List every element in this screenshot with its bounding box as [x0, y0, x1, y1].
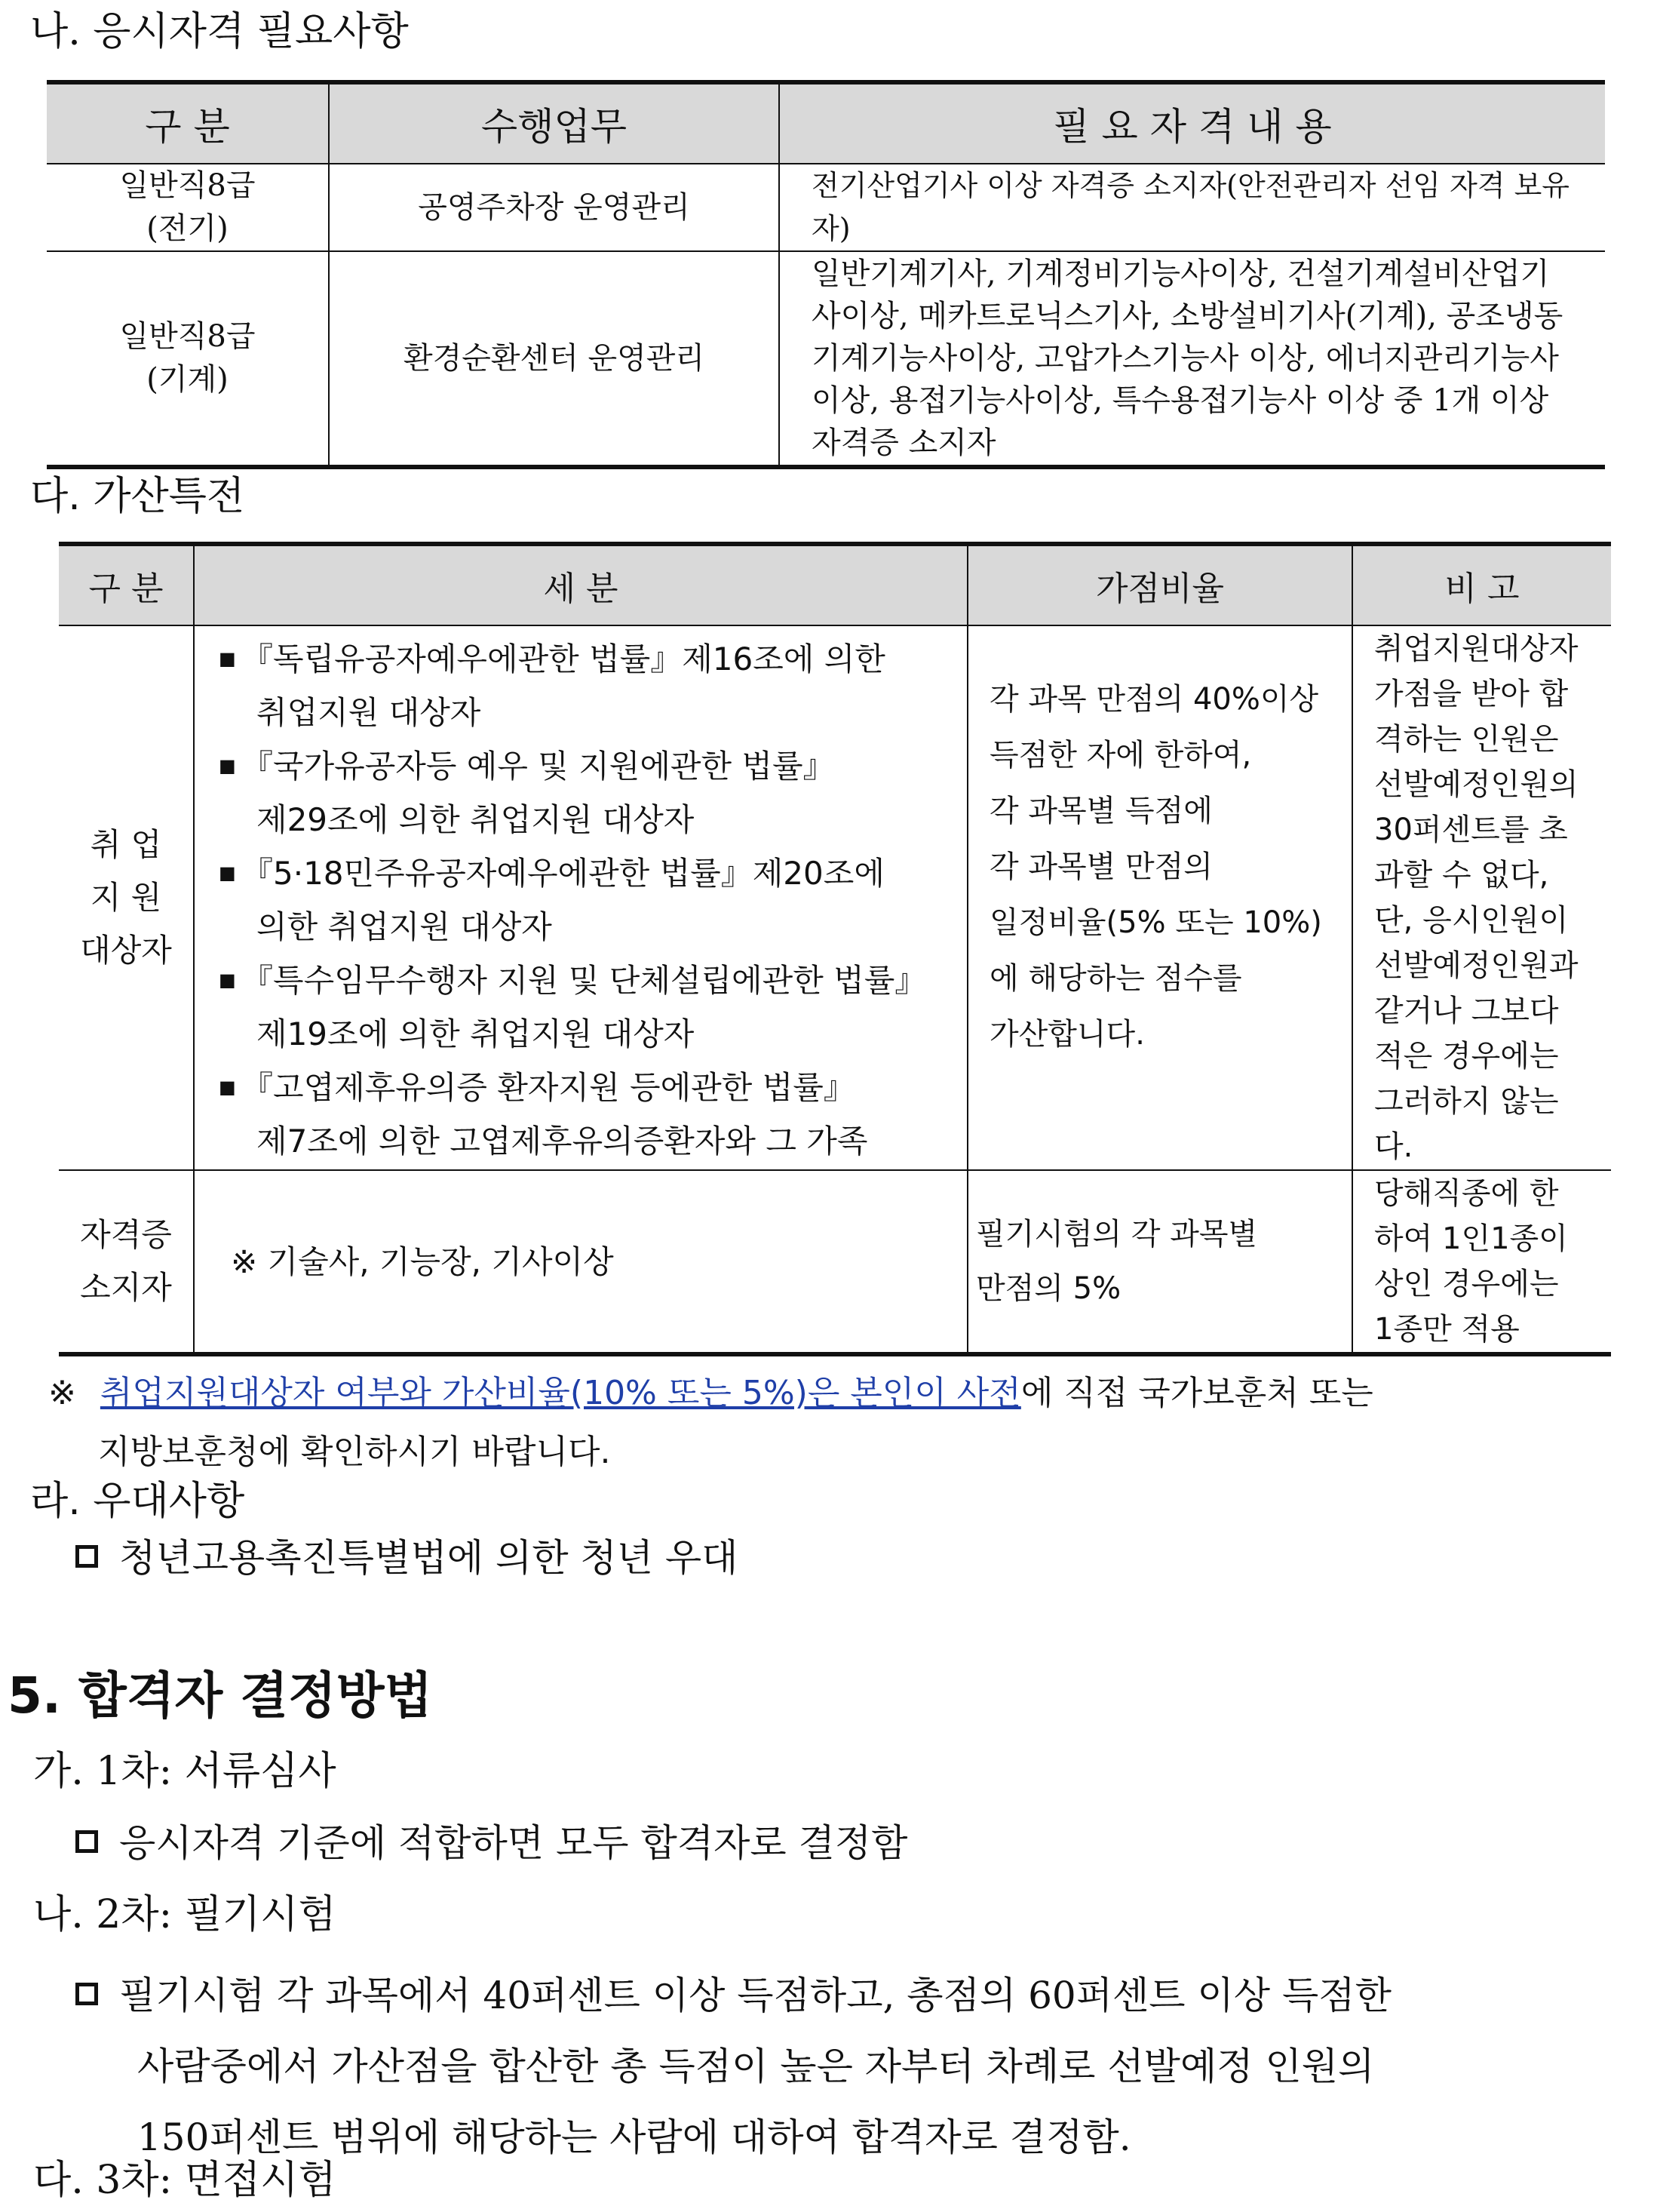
checkbox-icon — [75, 1830, 98, 1853]
note-mark: ※ — [48, 1374, 76, 1412]
rate-line: 에 해당하는 점수를 — [990, 961, 1242, 996]
law-line: 제7조에 의한 고엽제후유의증환자와 그 가족 — [256, 1123, 868, 1160]
category-line: (전기) — [146, 211, 229, 246]
rate-line: 각 과목 만점의 40%이상 — [990, 682, 1319, 717]
category-line: 지 원 — [90, 879, 162, 916]
note-line: 과할 수 없다, — [1374, 858, 1549, 892]
subheading-document-screening: 가. 1차: 서류심사 — [33, 1749, 336, 1794]
note-cell — [1352, 625, 1611, 1170]
note-cell — [1352, 1170, 1611, 1354]
law-line: 『특수임무수행자 지원 및 단체설립에관한 법률』 — [241, 962, 927, 999]
category-cell — [59, 1170, 194, 1354]
bonus-note-line-1 — [48, 1364, 1373, 1423]
subheading-interview: 다. 3차: 면접시험 — [33, 2158, 336, 2203]
bonus-note — [48, 1364, 1373, 1482]
table-row — [59, 625, 1611, 1170]
note-line: 같거나 그보다 — [1374, 994, 1559, 1028]
table-row — [47, 164, 1605, 251]
note-line: 단, 응시인원이 — [1374, 903, 1569, 938]
list-item: ■ 『국가유공자등 예우 및 지원에관한 법률』 제29조에 의한 취업지원 대상자 — [210, 739, 967, 846]
rate-line: 각 과목별 만점의 — [990, 849, 1213, 884]
bonus-note-text: 에 직접 국가보훈처 또는 — [1020, 1374, 1373, 1412]
rate-line: 만점의 5% — [976, 1271, 1122, 1306]
document-screening-text: 응시자격 기준에 적합하면 모두 합격자로 결정함 — [119, 1821, 908, 1865]
note-line: 그러하지 않는 — [1374, 1084, 1559, 1119]
subheading-written-exam: 나. 2차: 필기시험 — [33, 1892, 336, 1937]
rate-cell — [968, 625, 1352, 1170]
rate-line: 각 과목별 득점에 — [990, 794, 1213, 828]
written-exam-line: 150퍼센트 범위에 해당하는 사람에 대하여 합격자로 결정함. — [137, 2115, 1131, 2159]
table-row — [47, 251, 1605, 467]
bonus-note-link[interactable]: 취업지원대상자 여부와 가산비율(10% 또는 5%)은 본인이 사전 — [100, 1374, 1021, 1412]
rate-cell — [968, 1170, 1352, 1354]
table-header: 구 분 — [47, 82, 329, 164]
category-line: 일반직8급 — [119, 319, 256, 354]
note-line: 격하는 인원은 — [1374, 722, 1559, 757]
note-line: 선발예정인원의 — [1374, 767, 1579, 802]
rate-line: 득점한 자에 한하여, — [990, 738, 1252, 773]
checkbox-icon — [75, 1545, 98, 1568]
bonus-table — [59, 542, 1611, 1356]
section-heading-qualifications: 나. 응시자격 필요사항 — [30, 9, 409, 54]
category-line: 소지자 — [80, 1269, 172, 1306]
law-line: 『국가유공자등 예우 및 지원에관한 법률』 — [241, 748, 835, 785]
category-cell — [47, 251, 329, 467]
note-line: 취업지원대상자 — [1374, 631, 1579, 666]
table-header: 가점비율 — [968, 544, 1352, 625]
requirement-line: 이상, 용접기능사이상, 특수용접기능사 이상 중 1개 이상 — [812, 383, 1549, 418]
table-header: 비 고 — [1352, 544, 1611, 625]
bonus-note-line-2: 지방보훈청에 확인하시기 바랍니다. — [98, 1433, 611, 1471]
section-heading-bonus: 다. 가산특전 — [30, 474, 245, 519]
preference-item — [75, 1535, 738, 1581]
table-header: 세 분 — [194, 544, 968, 625]
detail-cell — [194, 625, 968, 1170]
written-exam-text: 필기시험 각 과목에서 40퍼센트 이상 득점하고, 총점의 60퍼센트 이상 득점한 — [119, 1974, 1392, 2017]
note-line: 상인 경우에는 — [1374, 1267, 1559, 1301]
requirement-cell — [779, 164, 1605, 251]
section-heading-selection: 5. 합격자 결정방법 — [8, 1667, 433, 1725]
note-line: 30퍼센트를 초 — [1374, 813, 1568, 847]
category-cell — [59, 625, 194, 1170]
law-line: 『독립유공자예우에관한 법률』제16조에 의한 — [241, 641, 885, 677]
table-header: 수행업무 — [329, 82, 779, 164]
note-line: 하여 1인1종이 — [1374, 1221, 1568, 1256]
list-item: ■ 『5·18민주유공자예우에관한 법률』제20조에 의한 취업지원 대상자 — [210, 846, 967, 954]
requirement-line: 사이상, 메카트로닉스기사, 소방설비기사(기계), 공조냉동 — [812, 299, 1563, 333]
written-exam-line: 사람중에서 가산점을 합산한 총 득점이 높은 자부터 차례로 선발예정 인원의 — [137, 2045, 1375, 2088]
document-screening-item — [75, 1820, 907, 1866]
note-line: 가점을 받아 합 — [1374, 677, 1569, 711]
rate-line: 가산합니다. — [990, 1017, 1145, 1052]
law-line: 『고엽제후유의증 환자지원 등에관한 법률』 — [241, 1069, 855, 1106]
preference-text: 청년고용촉진특별법에 의한 청년 우대 — [119, 1536, 738, 1580]
note-line: 다. — [1374, 1129, 1413, 1164]
category-line: 취 업 — [90, 826, 162, 863]
law-line: 『5·18민주유공자예우에관한 법률』제20조에 — [241, 855, 885, 892]
requirement-line: 일반기계기사, 기계정비기능사이상, 건설기계설비산업기 — [812, 257, 1550, 291]
requirement-line: 전기산업기사 이상 자격증 소지자(안전관리자 선임 자격 보유자) — [812, 169, 1570, 245]
category-line: 대상자 — [80, 932, 172, 969]
list-item: ■ 『특수임무수행자 지원 및 단체설립에관한 법률』 제19조에 의한 취업지원 대상자 — [210, 954, 967, 1061]
rate-line: 필기시험의 각 과목별 — [976, 1217, 1258, 1252]
written-exam-item — [75, 1960, 1392, 2173]
table-header: 필 요 자 격 내 용 — [779, 82, 1605, 164]
written-exam-line — [75, 1960, 1392, 2031]
law-line: 제19조에 의한 취업지원 대상자 — [256, 1015, 695, 1052]
table-header: 구 분 — [59, 544, 194, 625]
category-line: 일반직8급 — [119, 168, 256, 203]
category-line: (기계) — [146, 362, 229, 397]
law-line: 제29조에 의한 취업지원 대상자 — [256, 801, 695, 838]
requirement-line: 기계기능사이상, 고압가스기능사 이상, 에너지관리기능사 — [812, 341, 1559, 376]
note-line: 1종만 적용 — [1374, 1312, 1520, 1347]
detail-cell: ※ 기술사, 기능장, 기사이상 — [194, 1170, 968, 1354]
note-line: 선발예정인원과 — [1374, 948, 1579, 983]
category-line: 자격증 — [80, 1216, 172, 1253]
category-cell — [47, 164, 329, 251]
checkbox-icon — [75, 1983, 98, 2005]
requirement-cell — [779, 251, 1605, 467]
list-item: ■ 『독립유공자예우에관한 법률』제16조에 의한 취업지원 대상자 — [210, 632, 967, 739]
law-line: 취업지원 대상자 — [256, 694, 481, 731]
note-line: 당해직종에 한 — [1374, 1176, 1559, 1211]
list-item: ■ 『고엽제후유의증 환자지원 등에관한 법률』 제7조에 의한 고엽제후유의증환자와 그 가족 — [210, 1061, 967, 1168]
section-heading-preference: 라. 우대사항 — [30, 1479, 245, 1524]
requirement-line: 자격증 소지자 — [812, 426, 996, 460]
duty-cell: 환경순환센터 운영관리 — [329, 251, 779, 467]
table-row — [59, 1170, 1611, 1354]
rate-line: 일정비율(5% 또는 10%) — [990, 905, 1322, 940]
note-line: 적은 경우에는 — [1374, 1039, 1559, 1074]
law-line: 의한 취업지원 대상자 — [256, 908, 552, 945]
duty-cell: 공영주차장 운영관리 — [329, 164, 779, 251]
qualification-table — [47, 80, 1605, 469]
